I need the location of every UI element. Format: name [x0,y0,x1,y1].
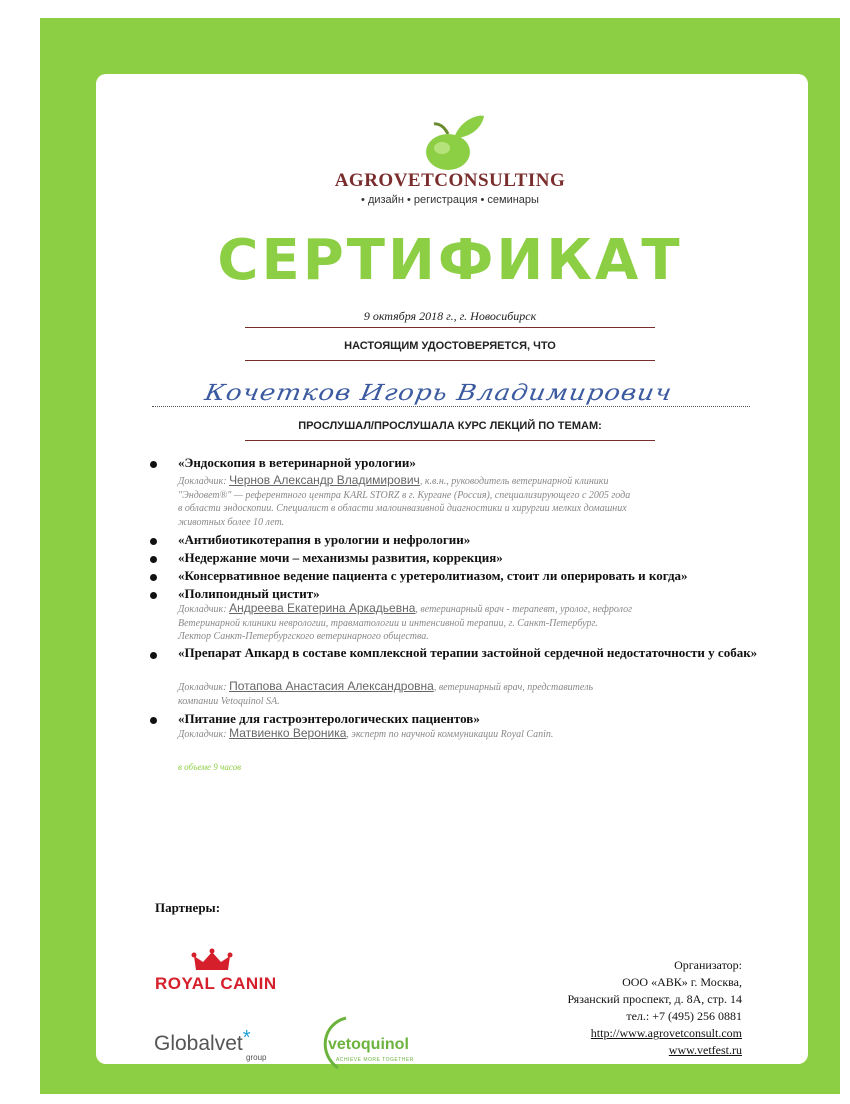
description-line: , ветеринарный врач - терапевт, уролог, нефролог [415,604,632,615]
bullet-icon [150,574,157,581]
description-line: , ветеринарный врач, представитель [433,682,594,693]
certify-header: НАСТОЯЩИМ УДОСТОВЕРЯЕТСЯ, ЧТО [344,340,556,352]
course-volume: в объеме 9 часов [178,762,241,772]
globalvet-star-icon: * [242,1027,251,1049]
speaker-name: Матвиенко Вероника [229,726,347,740]
globalvet-wordmark: Globalvet [154,1032,243,1055]
organizer-address: Рязанский проспект, д. 8А, стр. 14 [567,992,742,1006]
speaker-prefix: Докладчик: [178,729,227,740]
description-line: "Эндовет®" — референтного центра KARL STORZ в г. Кургане (Россия), специализирующего с 2005 года [178,489,631,501]
topic-title: «Эндоскопия в ветеринарной урологии» [178,455,416,470]
apple-logo-icon [412,112,490,172]
speaker-name: Потапова Анастасия Александровна [229,679,434,693]
partners-label: Партнеры: [155,900,221,915]
vetoquinol-slogan: ACHIEVE MORE TOGETHER [336,1057,414,1063]
globalvet-logo [154,1027,251,1056]
topic-description [178,474,738,529]
description-line: Лектор Санкт-Петербургского ветеринарного общества. [178,631,429,642]
vetoquinol-logo: vetoquinol [328,1036,409,1053]
topic-title: «Недержание мочи – механизмы развития, коррекция» [178,550,503,565]
description-line: животных более 10 лет. [178,516,285,528]
topic-description [178,727,738,742]
bullet-icon [150,461,157,468]
recipient-dotted-line [152,406,750,407]
topic-title: «Консервативное ведение пациента с уретеролитиазом, стоит ли оперировать и когда» [178,568,688,583]
topic-title: «Полипоидный цистит» [178,586,320,601]
topic-title: «Антибиотикотерапия в урологии и нефрологии» [178,532,471,547]
date-line: 9 октября 2018 г., г. Новосибирск [363,309,537,323]
bullet-icon [150,652,157,659]
course-header: ПРОСЛУШАЛ/ПРОСЛУШАЛА КУРС ЛЕКЦИЙ ПО ТЕМАМ: [298,420,602,432]
divider [245,440,655,441]
description-line: , к.в.н., руководитель ветеринарной клиники [419,476,609,487]
recipient-name-handwritten: Кочетков Игорь Владимирович [202,380,675,406]
vetfest-website-link[interactable]: www.vetfest.ru [668,1043,742,1057]
royal-canin-logo: ROYAL CANIN [155,974,277,993]
speaker-name: Андреева Екатерина Аркадьевна [229,601,416,615]
globalvet-sub: group [246,1053,267,1062]
description-line: компании Vetoquinol SA. [178,695,280,707]
speaker-name: Чернов Александр Владимирович [229,473,420,487]
certificate-title: СЕРТИФИКАТ [217,228,683,293]
topic-description [178,680,738,708]
brand-name: AGROVETCONSULTING [334,170,566,191]
bullet-icon [150,592,157,599]
organizer-phone: тел.: +7 (495) 256 0881 [626,1009,742,1023]
topic-title: «Препарат Апкард в составе комплексной терапии застойной сердечной недостаточности у собак» [178,645,758,660]
bullet-icon [150,556,157,563]
divider [245,327,655,328]
description-line: Ветеринарной клиники неврологии, травматологии и интенсивной терапии, г. Санкт-Петербург. [178,617,598,629]
topic-description [178,602,738,644]
description-line: в области эндоскопии. Специалист в области малоинвазивной диагностики и хирургии мелких домашних [178,503,627,514]
organizer-website-link[interactable]: http://www.agrovetconsult.com [590,1026,742,1040]
brand-tagline: • дизайн • регистрация • семинары [361,194,539,206]
description-line: , эксперт по научной коммуникации Royal Canin. [346,729,554,740]
organizer-label: Организатор: [674,958,742,972]
organizer-company: ООО «АВК» г. Москва, [622,975,742,989]
speaker-prefix: Докладчик: [178,604,227,615]
bullet-icon [150,717,157,724]
divider [245,360,655,361]
speaker-prefix: Докладчик: [178,476,227,487]
topic-title: «Питание для гастроэнтерологических пациентов» [178,711,480,726]
speaker-prefix: Докладчик: [178,682,227,693]
crown-icon [190,948,234,974]
bullet-icon [150,538,157,545]
